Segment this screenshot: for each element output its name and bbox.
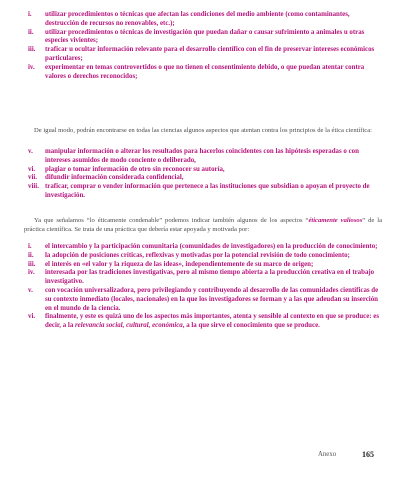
- list-item: [28, 11, 380, 29]
- item-text-end: , a la que sirve el conocimiento que se produce.: [182, 322, 320, 330]
- paragraph-text-end: ” de la práctica científica. Se trata de una práctica que debería estar apoyada y motivada por:: [24, 217, 382, 233]
- item-number: v.: [28, 286, 33, 294]
- item-number: vii.: [28, 174, 37, 182]
- item-text: utilizar procedimientos o técnicas que afectan las condiciones del medio ambiente (como contaminantes, destrucción de recursos no renovables, etc.);: [45, 11, 350, 27]
- item-number: v.: [28, 148, 33, 155]
- item-number: iv.: [28, 63, 35, 71]
- item-text: con vocación universalizadora, pero privilegiando y contribuyendo al desarrollo de las comunidades científicas de su contexto inmediato (locales, nacionales) en la que los investigadores se forman y a las que adeudan su inserción en el mundo de la ciencia.: [45, 286, 379, 312]
- list-item: [28, 313, 380, 331]
- item-text: manipular información o alterar los resultados para hacerlos coincidentes con las hipótesis esperadas o con intereses asumidos de modo conciente o deliberado,: [45, 148, 359, 164]
- list-item: [28, 243, 380, 252]
- item-text: difundir información considerada confidencial,: [45, 174, 184, 182]
- unethical-practices-list-1: [28, 11, 380, 81]
- item-number: iv.: [28, 269, 35, 277]
- list-item: [28, 29, 380, 47]
- item-text: utilizar procedimientos o técnicas de investigación que puedan dañar o causar sufrimiento a animales u otras especies vivientes;: [45, 28, 365, 45]
- footer-section-label: Anexo: [318, 451, 337, 458]
- list-item: [28, 261, 380, 270]
- item-number: iii.: [28, 260, 36, 268]
- intro-paragraph-2: [24, 217, 382, 234]
- item-text: interesada por las tradiciones investigativas, pero al mismo tiempo abierta a la producción creativa en el trabajo investigativo.: [45, 269, 375, 286]
- item-number: vi.: [28, 313, 36, 321]
- list-item: [28, 148, 380, 166]
- list-item: [28, 174, 380, 183]
- item-number: viii.: [28, 183, 39, 191]
- list-item: [28, 269, 380, 287]
- item-text: traficar u ocultar información relevante para el desarrollo científico con el fin de preservar intereses económicos particulares;: [45, 46, 375, 62]
- list-item: [28, 64, 380, 82]
- item-number: iii.: [28, 46, 36, 54]
- item-text: la adopción de posiciones críticas, reflexivas y motivadas por la potencial revisión de todo conocimiento;: [45, 251, 350, 259]
- list-item: [28, 287, 380, 313]
- item-number: ii.: [28, 251, 34, 259]
- item-number: i.: [28, 243, 32, 250]
- list-item: [28, 46, 380, 64]
- list-item: [28, 166, 380, 175]
- item-number: i.: [28, 11, 32, 18]
- intro-paragraph-1: De igual modo, podrán encontrarse en todas las ciencias algunos aspectos que atentan contra los principios de la ética científica:: [34, 127, 372, 134]
- item-text: traficar, comprar o vender información que pertenece a las instituciones que subsidian o apoyan el proyecto de investigación.: [45, 183, 370, 199]
- list-item: [28, 252, 380, 261]
- list-item: [28, 183, 380, 201]
- paragraph-text-start: Ya que señalamos “lo éticamente condenable” podemos indicar también algunos de los aspectos “: [34, 217, 309, 224]
- item-text-start: finalmente, y este es quizá uno de los aspectos más importantes, atenta y sensible al contexto en que se produce: es decir, a la: [45, 313, 380, 330]
- item-text: el intercambio y la participación comunitaria (comunidades de investigadores) en la producción de conocimiento;: [45, 243, 378, 250]
- item-text: plagiar o tomar información de otro sin reconocer su autoría,: [45, 165, 225, 173]
- emphasis-social-relevance: relevancia social, cultural, económica: [74, 322, 183, 330]
- item-text: experimentar en temas controvertidos o que no tienen el consentimiento debido, o que puedan atentar contra valores o derechos reconocidos;: [45, 63, 365, 80]
- item-number: vi.: [28, 165, 36, 173]
- emphasis-ethically-valuable: éticamente valiosos: [308, 217, 363, 224]
- ethical-values-list: [28, 243, 380, 331]
- item-number: ii.: [28, 28, 34, 36]
- unethical-practices-list-2: [28, 148, 380, 201]
- item-text: el interés en «el valor y la riqueza de las ideas», independientemente de su marco de origen;: [45, 260, 314, 268]
- page-number: 165: [362, 450, 374, 459]
